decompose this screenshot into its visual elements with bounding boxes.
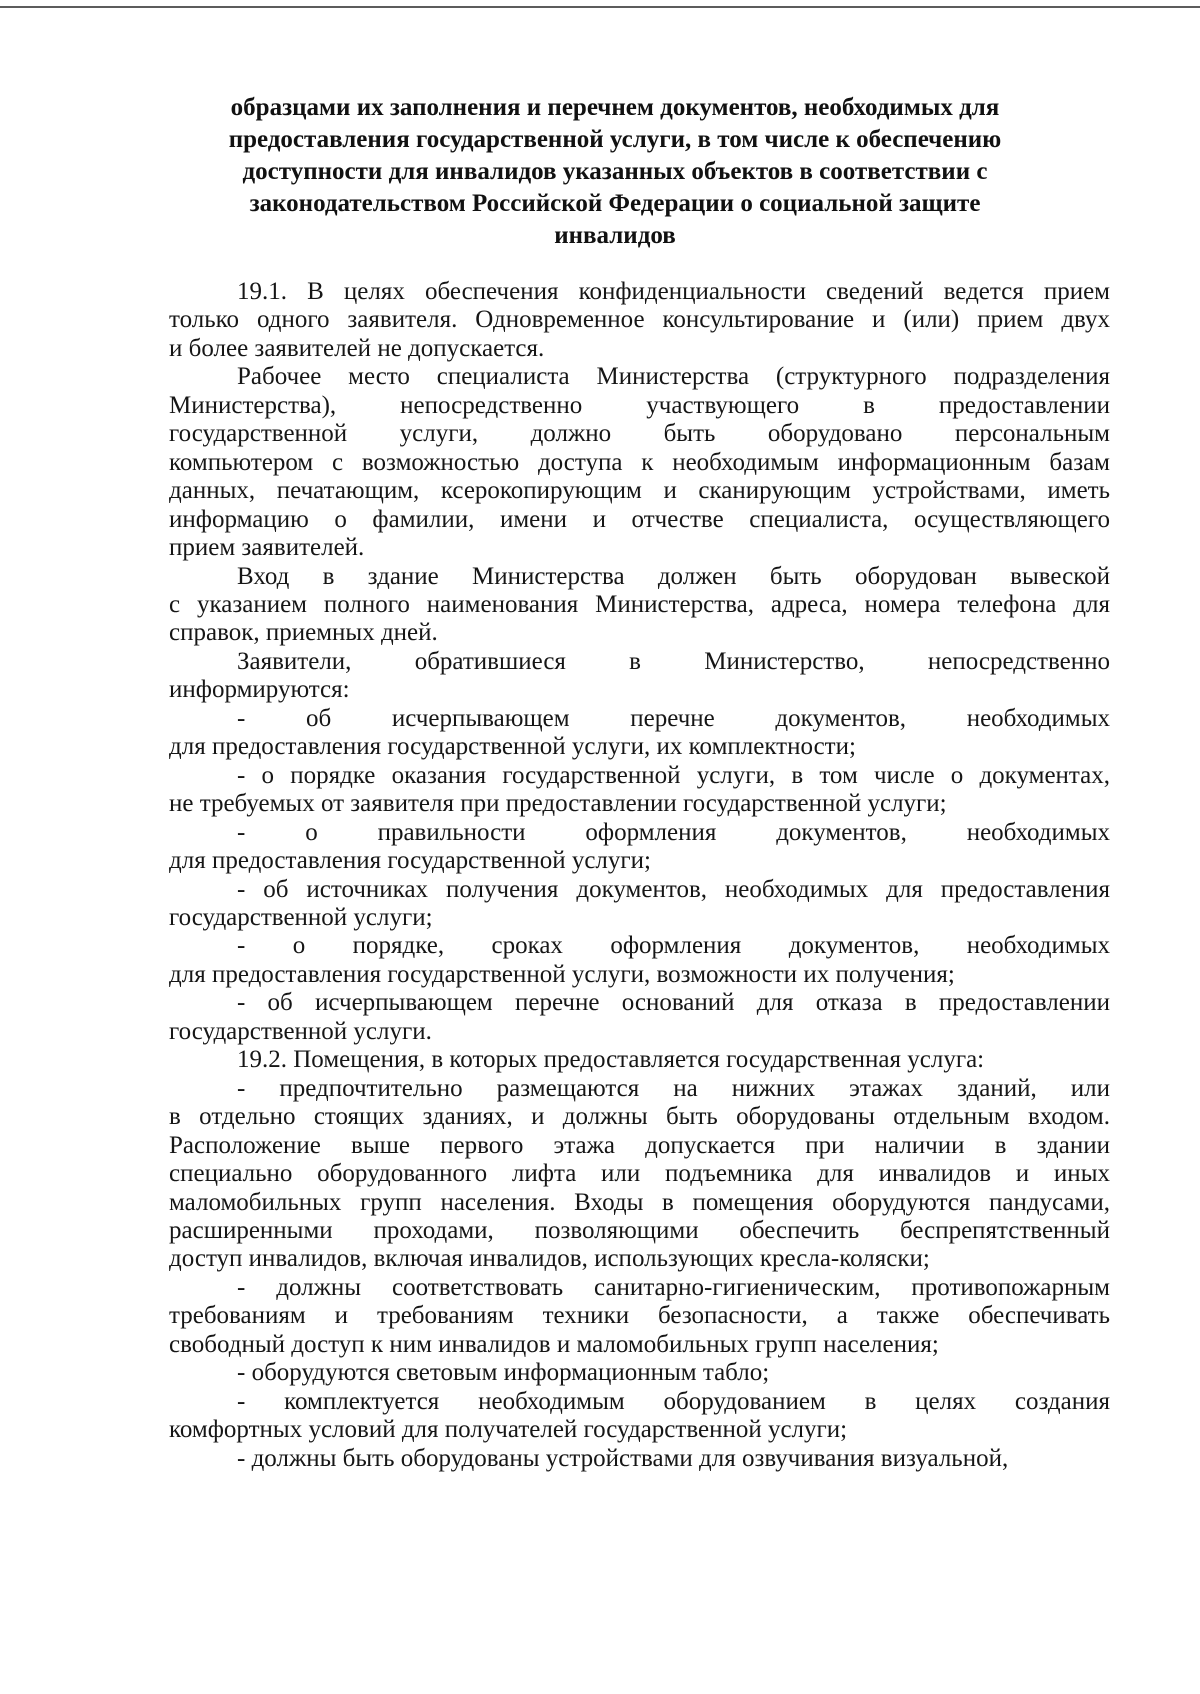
heading-line: доступности для инвалидов указанных объектов в соответствии с [242, 158, 988, 185]
paragraph [169, 563, 1110, 648]
paragraph [169, 989, 1110, 1046]
paragraph-line: 19.1. В целях обеспечения конфиденциальности сведений ведется прием [237, 278, 1110, 305]
paragraph-line: в отдельно стоящих зданиях, и должны быть оборудованы отдельным входом. [169, 1103, 1110, 1131]
paragraph [169, 1274, 1110, 1359]
paragraph-line: - предпочтительно размещаются на нижних этажах зданий, или [237, 1074, 1110, 1102]
paragraph-line: свободный доступ к ним инвалидов и маломобильных групп населения; [169, 1330, 939, 1358]
paragraph-line: - оборудуются световым информационным табло; [237, 1359, 770, 1387]
paragraph-line: маломобильных групп населения. Входы в помещения оборудуются пандусами, [169, 1188, 1110, 1216]
paragraph-line: и более заявителей не допускается. [169, 334, 545, 362]
paragraph-line: компьютером с возможностью доступа к необходимым информационным базам [169, 448, 1110, 476]
paragraph-line: - об исчерпывающем перечне документов, необходимых [237, 704, 1110, 732]
paragraph-line: Расположение выше первого этажа допускается при наличии в здании [169, 1131, 1110, 1159]
paragraph [169, 705, 1110, 762]
paragraph-line: государственной услуги; [169, 903, 433, 931]
section-heading [180, 92, 1050, 252]
paragraph-line: 19.2. Помещения, в которых предоставляется государственная услуга: [237, 1046, 985, 1074]
paragraph [169, 363, 1110, 562]
paragraph [169, 1075, 1110, 1274]
paragraph [169, 876, 1110, 933]
paragraph-line: Министерства), непосредственно участвующего в предоставлении [169, 391, 1110, 419]
paragraph-line: специально оборудованного лифта или подъемника для инвалидов и иных [169, 1160, 1110, 1188]
paragraph [169, 278, 1110, 363]
paragraph-line: требованиям и требованиям техники безопасности, а также обеспечивать [169, 1302, 1110, 1330]
paragraph-line: Вход в здание Министерства должен быть оборудован вывеской [237, 562, 1110, 590]
paragraph-line: - об исчерпывающем перечне оснований для отказа в предоставлении [237, 989, 1110, 1017]
paragraph-line: информацию о фамилии, имени и отчестве специалиста, осуществляющего [169, 505, 1110, 533]
paragraph-line: - о порядке, сроках оформления документов, необходимых [237, 932, 1110, 960]
paragraph [169, 1046, 1110, 1074]
paragraph-line: - о правильности оформления документов, необходимых [237, 818, 1110, 846]
paragraph [169, 819, 1110, 876]
paragraph-line: расширенными проходами, позволяющими обеспечить беспрепятственный [169, 1216, 1110, 1244]
paragraph-line: Рабочее место специалиста Министерства (структурного подразделения [237, 363, 1110, 391]
paragraph [169, 648, 1110, 705]
paragraph-line: - должны быть оборудованы устройствами для озвучивания визуальной, [237, 1444, 1009, 1472]
heading-line: инвалидов [554, 222, 676, 249]
paragraph-line: - должны соответствовать санитарно-гигиеническим, противопожарным [237, 1273, 1110, 1301]
paragraph-line: не требуемых от заявителя при предоставлении государственной услуги; [169, 790, 947, 818]
paragraph-line: с указанием полного наименования Министерства, адреса, номера телефона для [169, 590, 1110, 618]
paragraph-line: доступ инвалидов, включая инвалидов, использующих кресла-коляски; [169, 1245, 930, 1273]
paragraph-line: информируются: [169, 676, 350, 704]
paragraph [169, 1445, 1110, 1473]
paragraph-line: для предоставления государственной услуги; [169, 847, 651, 875]
paragraph-line: - о порядке оказания государственной услуги, в том числе о документах, [237, 761, 1110, 789]
paragraph-line: справок, приемных дней. [169, 619, 438, 647]
heading-line: законодательством Российской Федерации о социальной защите [249, 190, 981, 217]
paragraph-line: - об источниках получения документов, необходимых для предоставления [237, 875, 1110, 903]
paragraph-line: для предоставления государственной услуги, их комплектности; [169, 733, 856, 761]
paragraph-line: Заявители, обратившиеся в Министерство, непосредственно [237, 647, 1110, 675]
paragraph-line: прием заявителей. [169, 534, 365, 562]
paragraph [169, 762, 1110, 819]
scan-top-edge [0, 6, 1200, 8]
paragraph-line: государственной услуги, должно быть оборудовано персональным [169, 420, 1110, 448]
heading-line: предоставления государственной услуги, в том числе к обеспечению [228, 126, 1002, 153]
paragraph-line: только одного заявителя. Одновременное консультирование и (или) прием двух [169, 306, 1110, 334]
paragraph-line: комфортных условий для получателей государственной услуги; [169, 1416, 848, 1444]
document-body [169, 278, 1110, 1473]
paragraph-line: данных, печатающим, ксерокопирующим и сканирующим устройствами, иметь [169, 477, 1110, 505]
paragraph [169, 1359, 1110, 1387]
paragraph [169, 932, 1110, 989]
paragraph-line: - комплектуется необходимым оборудованием в целях создания [237, 1387, 1110, 1415]
paragraph [169, 1388, 1110, 1445]
paragraph-line: для предоставления государственной услуги, возможности их получения; [169, 960, 955, 988]
paragraph-line: государственной услуги. [169, 1017, 432, 1045]
heading-line: образцами их заполнения и перечнем документов, необходимых для [230, 94, 1000, 121]
